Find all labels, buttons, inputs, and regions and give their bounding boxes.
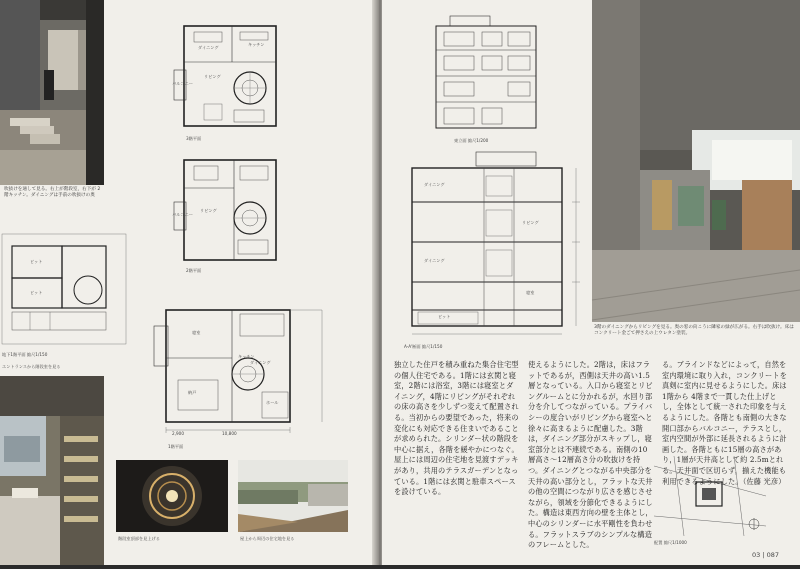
body-text-col-1-text: 独立した住戸を積み重ねた集合住宅型の個人住宅である。1階には玄関と寝室，2階には浴室，3階には寝室とダイニング，4階にリビングがそれぞれの床の高さを少しずつ変えて配置される。当初からの要望であった，将来の変化にも対応できる住まいであることが求められた。シリンダー状の階段を中心に据え，各階を緩やかにつなぐ。屋上には周辺の住宅地を見渡すデッキがあり，共用のテラスガーデンとなっている。1階には玄関と駐車スペースを設けている。: [394, 360, 519, 497]
body-text-col-1: [394, 360, 520, 556]
photo-roof-view: [238, 460, 348, 532]
plan-2f-balcony-label: バルコニー: [172, 212, 193, 217]
plan-1f-dim-2: 10,800: [222, 431, 237, 436]
plan-1f-bedroom-label: 寝室: [192, 330, 201, 335]
site-map-title: 配置 縮尺1/1000: [654, 540, 687, 545]
plan-1f-dining-label: ダイニング: [250, 360, 271, 365]
photo-top-caption: 吹抜けを通して見る。右上が階段室，右下が 2階キッチン。ダイニングは手前の吹抜けの奥: [4, 187, 101, 198]
left-caption-b1: エントランスから階段室を見る: [2, 364, 61, 369]
photo-interior-void: [0, 0, 104, 185]
body-text-col-3: [662, 360, 790, 486]
plan-1f-kitchen-label: キッチン: [238, 354, 255, 359]
section-dining-label: ダイニング: [424, 182, 445, 187]
plan-b1-pit-label-2: ピット: [30, 290, 43, 295]
elevation-title: 東立面 縮尺1/200: [454, 138, 489, 143]
site-map-drawing: [654, 456, 766, 536]
plan-1f-title: 1階平面: [168, 444, 184, 449]
photo-entrance-image: [0, 376, 104, 565]
photo-right-caption: 3階のダイニングからリビングを見る。奥の窓の向こうに隣家の緑が広がる。右手は吹抜け。床はコンクリート金ごて押さえの上ウレタン塗装。: [594, 325, 794, 336]
left-page: [0, 0, 378, 565]
section-bedroom-label: 寝室: [526, 290, 535, 295]
site-map: [654, 456, 766, 536]
plan-b1-title: 地下1階平面 縮尺1/150: [2, 352, 48, 357]
section-living-label: リビング: [522, 220, 539, 225]
plan-2f-title: 2階平面: [186, 268, 202, 273]
plan-b1-pit-label-1: ピット: [30, 259, 43, 264]
plan-1f-storage-label: 納戸: [188, 390, 197, 395]
plan-3f-living-label: リビング: [204, 74, 221, 79]
body-text-col-3-text: る。ブラインドなどによって，自然を室内環境に取り入れ，コンクリートを真剣に室内に見せるようにした。床は 1階から 4階まで一貫した仕上げとし，全体として統一された印象を与えるようにした。各階とも南側の大きな開口部からバルコニー，テラスとし，室内空間が外部に延長されるように計画した。各階ともに15層の高さがあり，1層が天井高として約 2.5mとれる。天井面で区切らず，揃えた機能も利用できるようにした。（佐藤 光彦）: [662, 360, 788, 486]
section-dining-label-2: ダイニング: [424, 258, 445, 263]
photo-dining-living: [592, 0, 800, 322]
photo-roof-image: [238, 460, 348, 532]
photo-entrance-interior: [0, 376, 104, 565]
floor-plan-1f: [152, 300, 328, 440]
body-text-col-2-text: 使えるようにした。2階は，床はフラットであるが，西側は天井の高い1.5層となっている。入口から寝室とリビングルームとに分かれるが，水回り部分を介してつながっている。プライバシーの度合いがリビングから寝室へと徐々に高まるように配慮した。3階は，ダイニング部分がスキップし，寝室部分とは不連続である。南側の10層高さ〜12層高さ分の吹抜けを持つ。ダイニングとつながる中央部分を天井の高い部分とし，フラットな天井の他の空間につながり広さを感じさせながら，領域を分節化できるようにした。構造は東西方向の壁を主体とし，中心のシリンダーに水平剛性を負わせる。フラットスラブのシンプルな構造のフレームとした。: [528, 360, 653, 550]
east-elevation: [430, 14, 540, 134]
photo-stair-caption: 階段室頂部を見上げる: [118, 536, 160, 541]
floor-plan-3f: [174, 18, 286, 130]
section-a-a: [404, 150, 600, 340]
photo-spiral-stair-image: [116, 460, 228, 532]
page-number: 03 | 087: [752, 551, 779, 559]
floor-plan-2f: [174, 152, 286, 264]
plan-3f-title: 3階平面: [186, 136, 202, 141]
plan-3f-dining-label: ダイニング: [198, 45, 219, 50]
floor-plan-3f-drawing: [174, 18, 286, 130]
floor-plan-2f-drawing: [174, 152, 286, 264]
plan-1f-hall-label: ホール: [266, 400, 279, 405]
plan-3f-balcony-label: バルコニー: [172, 81, 193, 86]
plan-2f-living-label: リビング: [200, 208, 217, 213]
plan-3f-kitchen-label: キッチン: [248, 42, 265, 47]
floor-plan-1f-drawing: [152, 300, 328, 440]
body-text-col-2: [528, 360, 654, 556]
photo-interior-void-image: [0, 0, 104, 185]
section-title: A-A'断面 縮尺1/150: [404, 344, 443, 349]
section-pit-label: ピット: [438, 314, 451, 319]
photo-dining-living-image: [592, 0, 800, 322]
right-page: [382, 0, 800, 565]
east-elevation-drawing: [430, 14, 540, 134]
floor-plan-b1: [0, 232, 128, 347]
photo-spiral-stair: [116, 460, 228, 532]
section-drawing: [404, 150, 600, 340]
plan-1f-dim-1: 2,900: [172, 431, 184, 436]
floor-plan-b1-drawing: [0, 232, 128, 347]
photo-roof-caption: 屋上から周辺の住宅地を見る: [240, 536, 295, 541]
